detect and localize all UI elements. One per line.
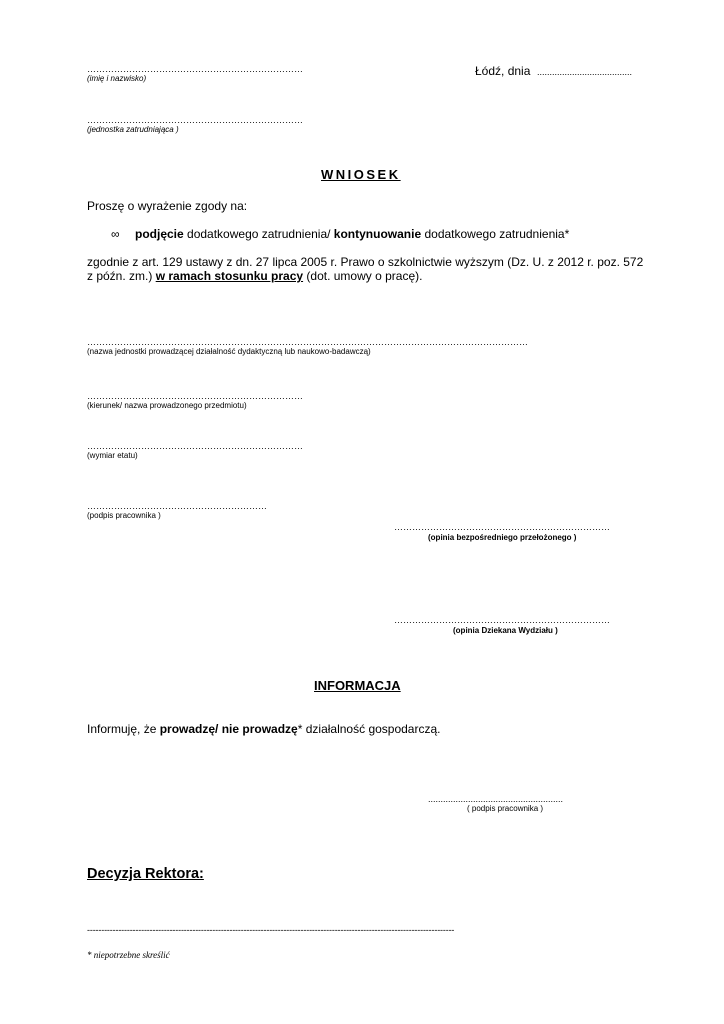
place-date-line[interactable]: ...................................... bbox=[537, 67, 633, 77]
info-signature-caption: ( podpis pracownika ) bbox=[467, 804, 544, 813]
footnote: * niepotrzebne skreślić bbox=[87, 950, 170, 960]
place-date-label: Łódź, dnia bbox=[475, 64, 531, 78]
request-title: WNIOSEK bbox=[321, 167, 401, 182]
unit-name-caption: (nazwa jednostki prowadzącej działalność dydaktyczną lub naukowo-badawczą) bbox=[87, 347, 371, 356]
rector-decision-title: Decyzja Rektora: bbox=[87, 866, 204, 882]
information-text-c: * działalność gospodarczą. bbox=[297, 722, 441, 736]
option-b-rest: dodatkowego zatrudnienia* bbox=[421, 227, 570, 241]
unit-name-line[interactable]: ………………………………………………………………………………………………………………………………… bbox=[87, 337, 528, 347]
rector-decision-line[interactable]: --------------------------------------------------------------------------------------------------------------------------------- bbox=[87, 925, 455, 935]
bullet-icon: ∞ bbox=[111, 227, 120, 241]
supervisor-opinion-line[interactable]: ……………………………………………………………… bbox=[394, 522, 610, 532]
unit-caption: (jednostka zatrudniająca ) bbox=[87, 125, 179, 134]
employee-signature-caption: (podpis pracownika ) bbox=[87, 511, 161, 520]
information-choice[interactable]: prowadzę/ nie prowadzę bbox=[159, 722, 298, 736]
dean-opinion-caption: (opinia Dziekana Wydziału ) bbox=[453, 626, 558, 635]
legal-basis-line2 bbox=[87, 269, 422, 284]
legal-line2-c: (dot. umowy o pracę). bbox=[303, 269, 423, 283]
name-line[interactable]: ……………………………………………………………… bbox=[87, 64, 303, 74]
supervisor-opinion-caption: (opinia bezpośredniego przełożonego ) bbox=[428, 533, 577, 542]
dean-opinion-line[interactable]: ……………………………………………………………… bbox=[394, 615, 610, 625]
unit-line[interactable]: ……………………………………………………………… bbox=[87, 115, 303, 125]
option-continue[interactable]: kontynuowanie bbox=[333, 227, 422, 241]
name-caption: (imię i nazwisko) bbox=[87, 74, 147, 83]
option-a-rest: dodatkowego zatrudnienia/ bbox=[183, 227, 334, 241]
workload-line[interactable]: ……………………………………………………………… bbox=[87, 441, 303, 451]
legal-basis-line1: zgodnie z art. 129 ustawy z dn. 27 lipca 2005 r. Prawo o szkolnictwie wyższym (Dz. U. z 2012 r. poz. 572 bbox=[87, 255, 644, 269]
information-text bbox=[87, 722, 441, 737]
option-start[interactable]: podjęcie bbox=[135, 227, 184, 241]
information-title: INFORMACJA bbox=[314, 678, 401, 693]
request-intro: Proszę o wyrażenie zgody na: bbox=[87, 199, 248, 213]
employee-signature-line[interactable]: …………………………………………………… bbox=[87, 501, 267, 511]
information-text-a: Informuję, że bbox=[87, 722, 160, 736]
info-signature-line[interactable]: ...................................................... bbox=[428, 794, 564, 804]
request-options bbox=[135, 227, 569, 242]
legal-line2-emphasis: w ramach stosunku pracy bbox=[155, 269, 304, 283]
workload-caption: (wymiar etatu) bbox=[87, 451, 138, 460]
subject-caption: (kierunek/ nazwa prowadzonego przedmiotu) bbox=[87, 401, 247, 410]
legal-line2-a: z późn. zm.) bbox=[87, 269, 156, 283]
subject-line[interactable]: ……………………………………………………………… bbox=[87, 391, 303, 401]
